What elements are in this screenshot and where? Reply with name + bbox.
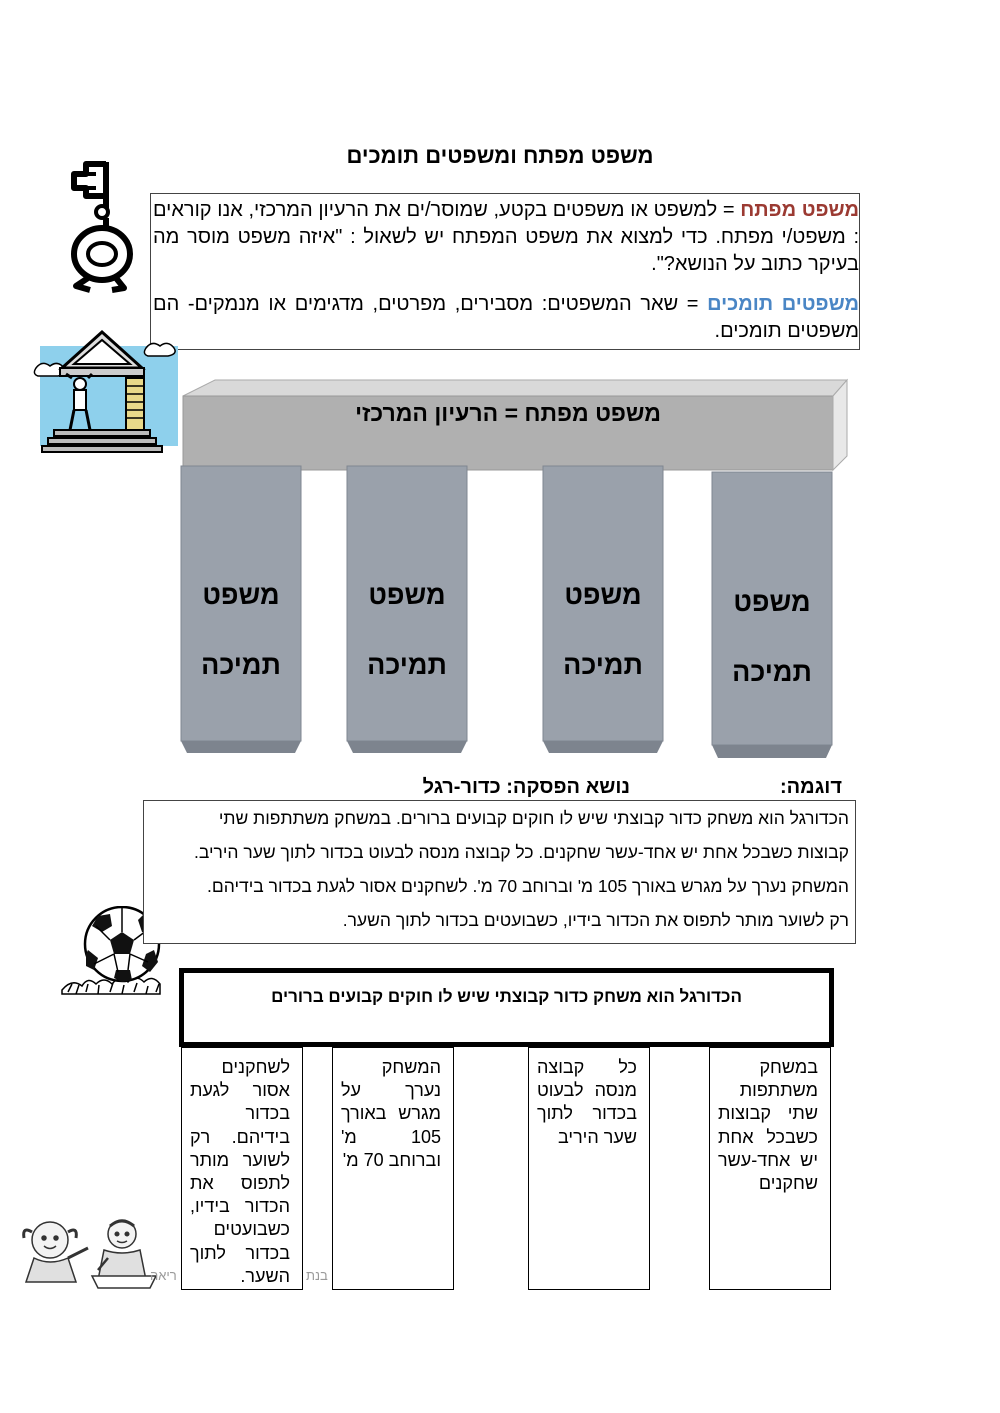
pillar-label-line1: משפט <box>368 580 446 610</box>
paragraph-line: קבוצות כשבכל אחת יש אחד-עשר שחקנים. כל קבוצה מנסה לבעוט בכדור לתוך שער היריב. <box>194 842 849 862</box>
temple-clipart-icon <box>30 328 182 466</box>
pillar-label-line2: תמיכה <box>563 650 643 680</box>
key-term: משפט מפתח <box>740 199 859 221</box>
faded-footer-text: בנת <box>306 1268 328 1283</box>
faded-footer-text: ריאה <box>150 1268 177 1283</box>
pillar-label-line2: תמיכה <box>732 657 812 687</box>
children-writing-clipart-icon <box>12 1212 160 1292</box>
pillar-label <box>347 560 467 700</box>
roof-top-face <box>183 380 847 396</box>
support-term-text: = שאר המשפטים: מסבירים, מפרטים, מדגימים או מנמקים- הם משפטים תומכים. <box>153 293 859 342</box>
support-sentence-box: במשחק משתתפות שתי קבוצות כשבכל אחת יש אחד-עשר שחקנים <box>709 1047 831 1290</box>
key-sentence-definition <box>153 197 859 278</box>
pillar-label <box>712 567 832 707</box>
paragraph-line: רק לשוער מותר לתפוס את הכדור בידיו, כשבועטים בכדור לתוך השער. <box>342 910 849 930</box>
example-label: דוגמה: <box>780 776 842 798</box>
roof-label: משפט מפתח = הרעיון המרכזי <box>355 400 661 426</box>
pillar-label-line2: תמיכה <box>201 650 281 680</box>
pillar-label-line1: משפט <box>564 580 642 610</box>
example-paragraph <box>143 800 856 944</box>
page-title: משפט מפתח ומשפטים תומכים <box>346 143 654 168</box>
key-sentence-box: הכדורגל הוא משחק כדור קבוצתי שיש לו חוקים קבועים ברורים <box>179 968 834 1047</box>
key-term-text: = למשפט או משפטים בקטע, שמוסר/ים את הרעיון המרכזי, אנו קוראים : משפט/י מפתח. כדי למצוא את משפט המפתח יש לשאול : "איזה משפט מוסר מה בעיקר כתוב על הנושא?". <box>153 199 859 275</box>
support-sentence-box: לשחקנים אסור לגעת בכדור בידיהם. רק לשוער מותר לתפוס את הכדור בידיו, כשבועטים בכדור לתוך השער. <box>181 1047 303 1290</box>
roof-side-face <box>833 380 847 470</box>
pillar-label-line2: תמיכה <box>367 650 447 680</box>
pillar-label-line1: משפט <box>202 580 280 610</box>
pillar-label <box>181 560 301 700</box>
definitions-box <box>150 193 860 350</box>
paragraph-line: המשחק נערך על מגרש באורך 105 מ' וברוחב 70 מ'. לשחקנים אסור לגעת בכדור בידיהם. <box>207 876 849 896</box>
support-sentence-definition <box>153 291 859 345</box>
support-term: משפטים תומכים <box>707 293 860 315</box>
support-sentence-box: המשחק נערך על מגרש באורך 105 מ' וברוחב 70 מ' <box>332 1047 454 1290</box>
support-sentence-box: כל קבוצה מנסה לבעוט בכדור לתוך שער היריב <box>528 1047 650 1290</box>
topic-label: נושא הפסקה: כדור-רגל <box>422 776 630 798</box>
pillar-label <box>543 560 663 700</box>
key-icon <box>62 156 148 296</box>
paragraph-line: הכדורגל הוא משחק כדור קבוצתי שיש לו חוקים קבועים ברורים. במשחק משתתפות שתי <box>218 808 849 828</box>
pillar-label-line1: משפט <box>733 587 811 617</box>
